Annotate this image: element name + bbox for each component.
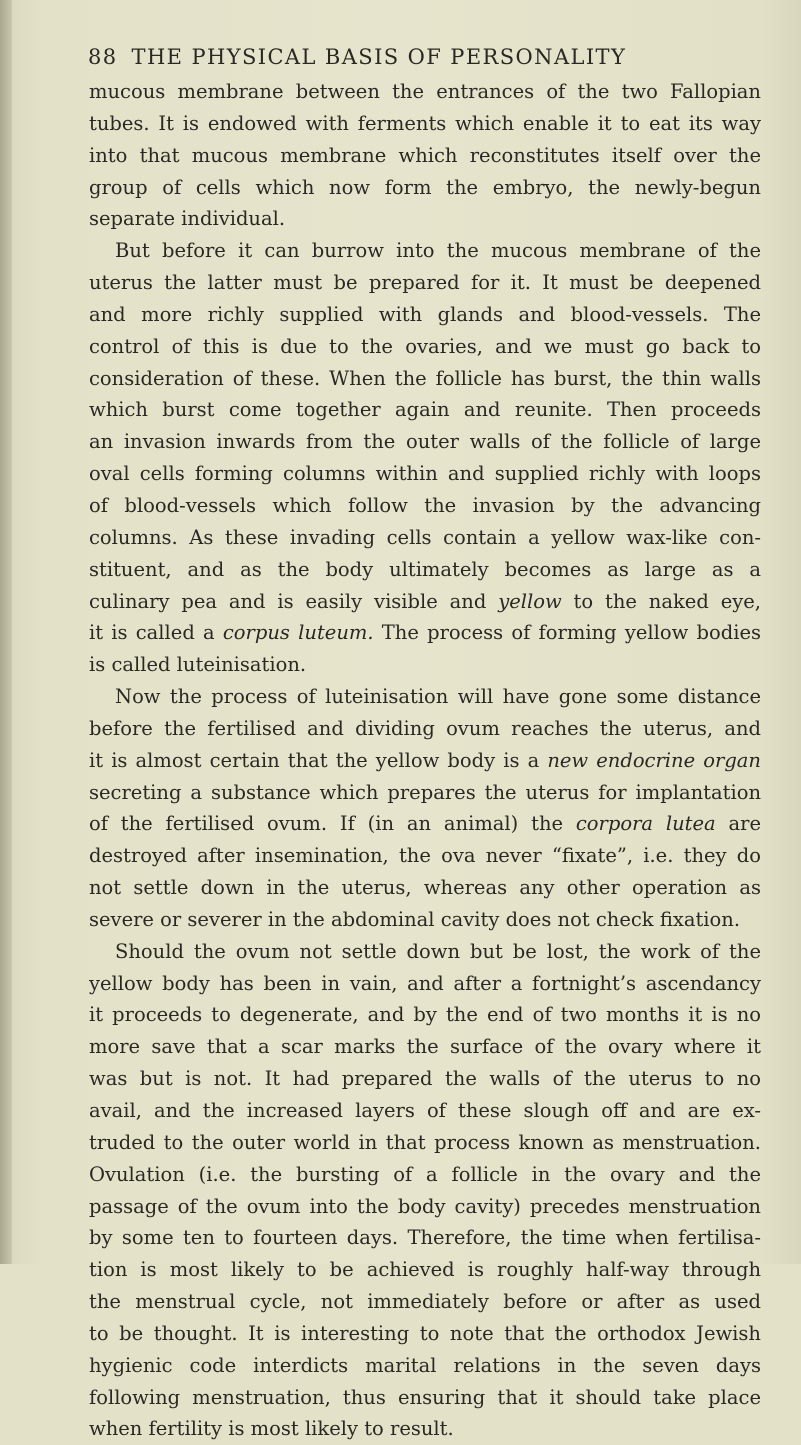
text-line: when fertility is most likely to result. [89,1417,454,1441]
text-line: control of this is due to the ovaries, and we must go back to [89,334,761,358]
running-title: THE PHYSICAL BASIS OF PERSONALITY [131,45,627,69]
text-line: Ovulation (i.e. the bursting of a follicle in the ovary and the [89,1162,761,1186]
text-line: hygienic code interdicts marital relations in the seven days [89,1353,761,1377]
text-line: an invasion inwards from the outer walls of the follicle of large [89,430,761,454]
text-line: it is called a corpus luteum. The process of forming yellow bodies [89,621,761,645]
emphasis: corpora lutea [575,812,716,836]
text-line: columns. As these invading cells contain a yellow wax-like con- [89,525,761,549]
page-number: 88 [88,45,118,69]
text-line: which burst come together again and reunite. Then proceeds [89,398,761,422]
text-line: before the fertilised and dividing ovum reaches the uterus, and [89,716,761,740]
text-line: avail, and the increased layers of these slough off and are ex- [89,1099,761,1122]
text-line: truded to the outer world in that process known as menstruation. [89,1130,761,1154]
text-line: to be thought. It is interesting to note that the orthodox Jewish [89,1321,761,1345]
text-line: uterus the latter must be prepared for it. It must be deepened [89,271,761,295]
text-line: passage of the ovum into the body cavity) precedes menstruation [89,1194,761,1218]
text-line: severe or severer in the abdominal cavity does not check fixation. [89,907,741,931]
text-line: consideration of these. When the follicle has burst, the thin walls [89,366,761,390]
text-line: yellow body has been in vain, and after a fortnight’s ascendancy [89,971,761,995]
text-line: was but is not. It had prepared the walls of the uterus to no [89,1067,761,1091]
text-line: tion is most likely to be achieved is roughly half-way through [89,1258,761,1282]
binding-gutter [0,0,12,1264]
body-text [89,76,761,1445]
text-line: of the fertilised ovum. If (in an animal) the corpora lutea are [89,812,761,836]
paragraph-start-line: But before it can burrow into the mucous membrane of the [115,239,761,263]
paragraph-start-line: Should the ovum not settle down but be lost, the work of the [115,939,761,963]
text-line: culinary pea and is easily visible and yellow to the naked eye, [89,589,761,613]
text-line: and more richly supplied with glands and blood-vessels. The [89,302,761,326]
text-line: mucous membrane between the entrances of the two Fallopian [89,80,761,103]
text-line: not settle down in the uterus, whereas any other operation as [89,876,761,900]
text-line: it is almost certain that the yellow body is a new endocrine organ [89,748,761,772]
text-line: by some ten to fourteen days. Therefore, the time when fertilisa- [89,1226,761,1250]
emphasis: corpus luteum. [222,621,374,645]
text-line: secreting a substance which prepares the uterus for implantation [89,780,761,804]
text-line: group of cells which now form the embryo, the newly-begun [89,175,761,199]
running-header [88,40,768,74]
emphasis: yellow [498,589,562,613]
text-line: following menstruation, thus ensuring that it should take place [89,1385,761,1409]
text-line: tubes. It is endowed with ferments which enable it to eat its way [89,111,761,135]
text-line: into that mucous membrane which reconstitutes itself over the [89,143,761,167]
text-line: destroyed after insemination, the ova never “fixate”, i.e. they do [89,844,761,868]
text-line: the menstrual cycle, not immediately before or after as used [89,1290,761,1314]
text-line: of blood-vessels which follow the invasion by the advancing [89,493,761,517]
text-line: separate individual. [89,207,286,231]
text-line: more save that a scar marks the surface of the ovary where it [89,1035,761,1059]
emphasis: new endocrine organ [547,748,761,772]
text-line: is called luteinisation. [89,653,307,677]
paragraph-start-line: Now the process of luteinisation will have gone some distance [115,685,761,709]
text-line: oval cells forming columns within and supplied richly with loops [89,462,761,486]
text-line: it proceeds to degenerate, and by the end of two months it is no [89,1003,761,1027]
text-line: stituent, and as the body ultimately becomes as large as a [89,557,761,581]
